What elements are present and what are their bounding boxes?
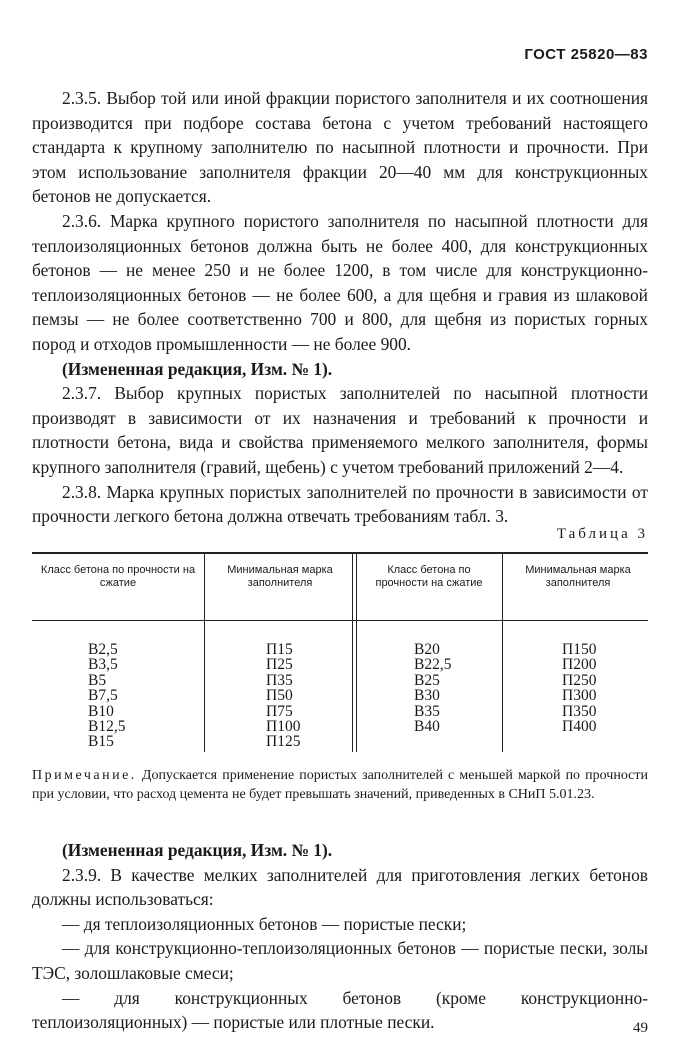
table-cell: П100 [266,718,301,736]
column-concrete-class-2 [414,642,451,734]
table-cell: П250 [562,671,597,689]
table-note [32,766,648,804]
table-cell: В22,5 [414,656,452,674]
table-cell: В3,5 [88,656,118,674]
table-cell: В10 [88,702,114,720]
table-cell: П400 [562,718,597,736]
table-top-rule [32,552,648,554]
table-cell: П50 [266,687,293,705]
header-min-grade-1: Минимальная марка заполнителя [227,564,333,589]
header-concrete-class-2: Класс бетона по прочности на сжатие [375,564,483,589]
table-cell: В20 [414,641,440,658]
table-cell: В40 [414,718,440,736]
table-column-divider [502,552,503,752]
body-text [32,86,648,529]
table-header-rule [32,620,648,621]
paragraph-2-3-9: 2.3.9. В качестве мелких заполнителей для приготовления легких бетонов должны использоваться: [32,864,648,910]
table-cell: В7,5 [88,687,118,705]
header-min-grade-2: Минимальная марка заполнителя [525,564,631,589]
note-text: Допускается применение пористых заполнителей с меньшей маркой по прочности при условии, что расход цемента не будет превышать значений, приведенных в СНиП 5.01.23. [32,768,648,802]
page-number: 49 [633,1020,648,1036]
table-cell: П15 [266,641,293,658]
table-cell: П25 [266,656,293,674]
table-cell: В30 [414,687,440,705]
amendment-note: (Измененная редакция, Изм. № 1). [62,358,333,379]
table-double-divider [352,552,357,752]
table-caption: Таблица 3 [556,526,648,542]
table-cell: В25 [414,671,440,689]
table-cell: П150 [562,641,597,658]
table-cell: П75 [266,702,293,720]
table-3 [32,552,648,752]
paragraph-2-3-8: 2.3.8. Марка крупных пористых заполнителей по прочности в зависимости от прочности легкого бетона должна отвечать требованиям табл. 3. [32,481,648,527]
list-item: — дя теплоизоляционных бетонов — пористые пески; [62,913,467,934]
header-concrete-class-1: Класс бетона по прочности на сжатие [40,564,196,589]
table-column-divider [204,552,205,752]
body-text-continued [32,838,648,1035]
column-min-grade-2 [562,642,596,734]
table-cell: П350 [562,702,597,720]
amendment-note: (Измененная редакция, Изм. № 1). [62,840,333,860]
table-cell: П300 [562,687,597,705]
table-cell: В12,5 [88,718,126,736]
table-cell: П35 [266,671,293,689]
list-item: — для конструкционных бетонов (кроме конструкционно-теплоизоляционных) — пористые или плотные пески. [32,987,648,1033]
note-label: Примечание. [32,768,137,783]
table-cell: П200 [562,656,597,674]
column-min-grade-1 [266,642,300,750]
list-item: — для конструкционно-теплоизоляционных бетонов — пористые пески, золы ТЭС, золошлаковые смеси; [32,938,648,983]
column-concrete-class-1 [88,642,125,750]
paragraph-2-3-5: 2.3.5. Выбор той или иной фракции пористого заполнителя и их соотношения производится при подборе состава бетона с учетом требований настоящего стандарта к крупному заполнителю по насыпной плотности и прочности. При этом использование заполнителя фракции 20—40 мм для конструкционных бетонов не допускается. [32,88,648,207]
standard-header: ГОСТ 25820—83 [524,46,648,63]
table-cell: В35 [414,702,440,720]
table-cell: В15 [88,733,114,751]
table-cell: В5 [88,671,107,689]
paragraph-2-3-7: 2.3.7. Выбор крупных пористых заполнителей по насыпной плотности производят в зависимости от их назначения и требований к прочности и плотности бетона, вида и свойства применяемого мелкого заполнителя, формы крупного заполнителя (гравий, щебень) с учетом требований приложений 2—4. [32,383,648,477]
paragraph-2-3-6: 2.3.6. Марка крупного пористого заполнителя по насыпной плотности для теплоизоляционных бетонов должна быть не более 400, для конструкционных бетонов — не менее 250 и не более 1200, в том числе для конструкционно-теплоизоляционных бетонов — не более 600, а для щебня и гравия из шлаковой пемзы — не более соответственно 700 и 800, для щебня из пористых горных пород и отходов промышленности — не более 900. [32,210,648,354]
table-cell: В2,5 [88,641,118,658]
table-cell: П125 [266,733,301,751]
